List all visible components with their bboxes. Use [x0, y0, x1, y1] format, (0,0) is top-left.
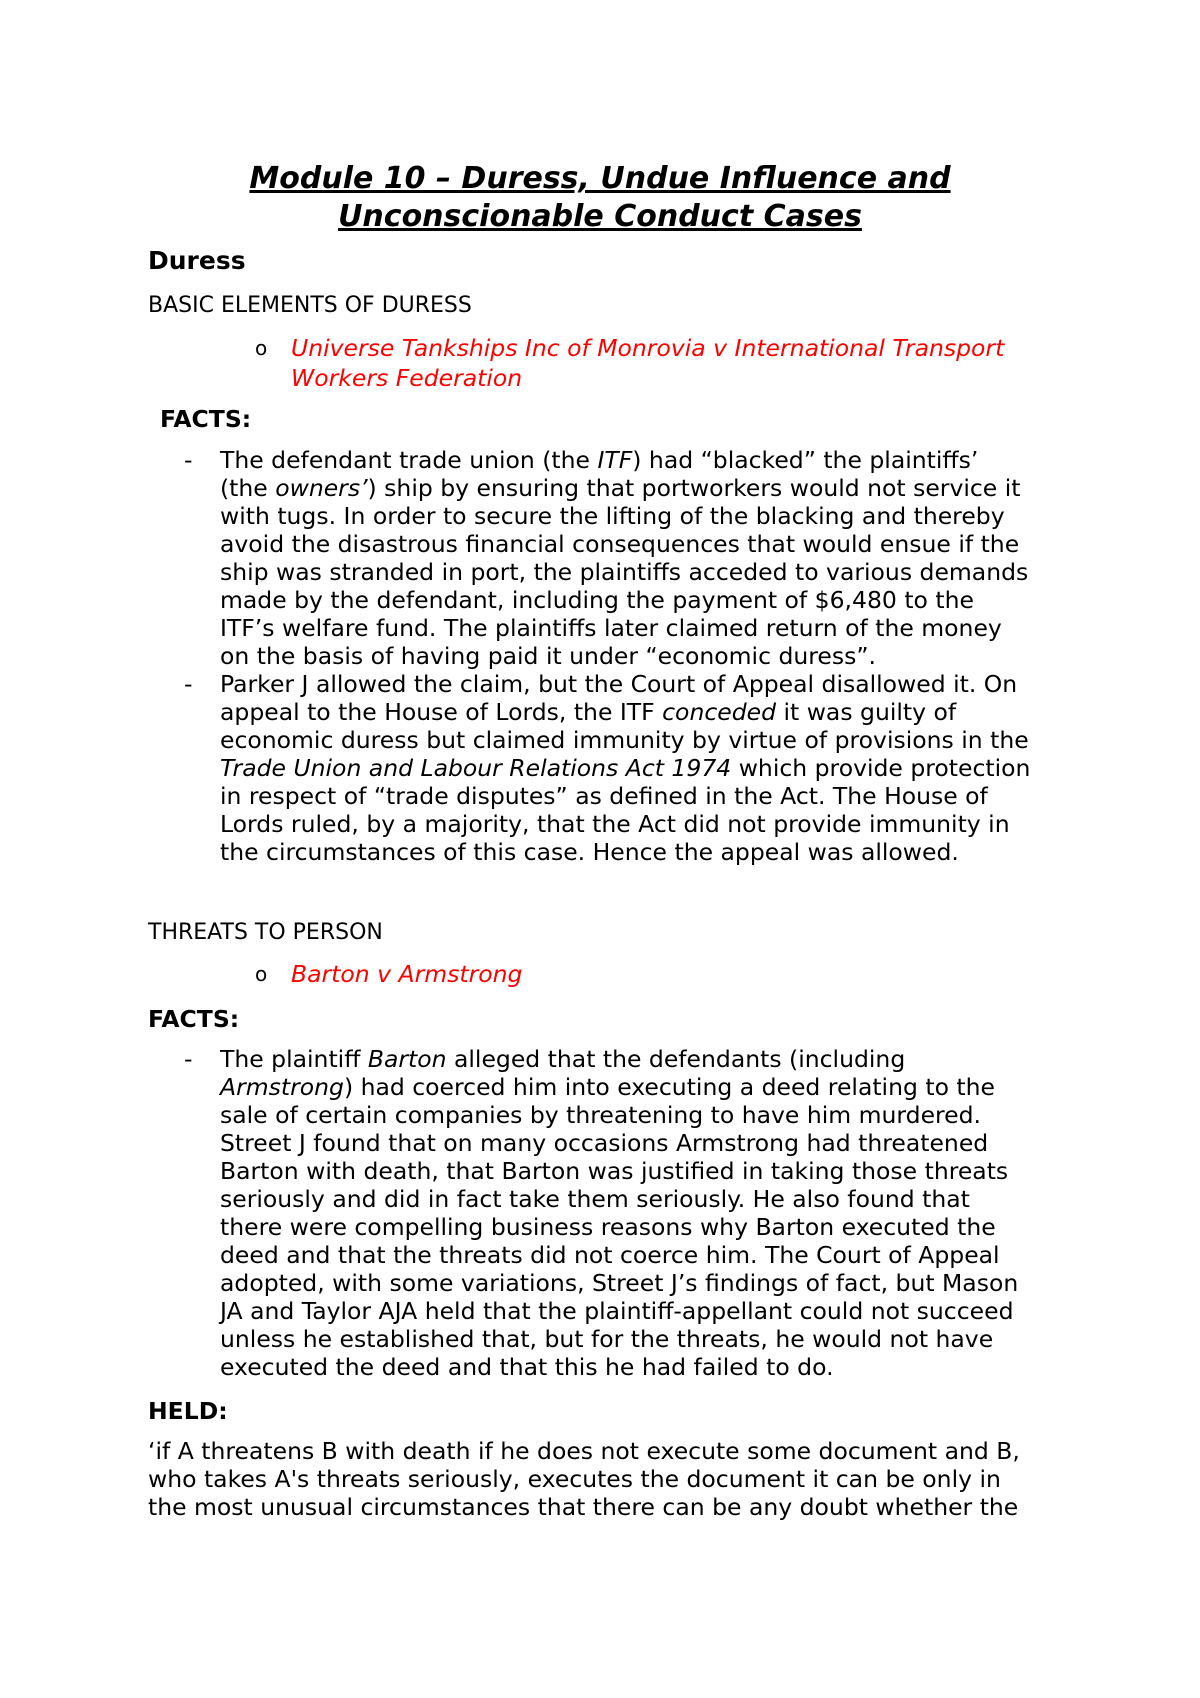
text-line: Armstrong) had coerced him into executing a deed relating to the — [220, 1073, 995, 1101]
facts-label: FACTS: — [148, 1005, 240, 1033]
text-line: The defendant trade union (the ITF) had “blacked” the plaintiffs’ — [220, 446, 979, 474]
text-line: ITF’s welfare fund. The plaintiffs later claimed return of the money — [220, 614, 1002, 642]
section-heading-duress: Duress — [148, 246, 246, 275]
text-line: Lords ruled, by a majority, that the Act did not provide immunity in — [220, 810, 1010, 838]
text-line: Parker J allowed the claim, but the Court of Appeal disallowed it. On — [220, 670, 1018, 698]
text-line: deed and that the threats did not coerce him. The Court of Appeal — [220, 1241, 1000, 1269]
basic-elements-heading: BASIC ELEMENTS OF DURESS — [148, 293, 472, 318]
text-line: sale of certain companies by threatening to have him murdered. — [220, 1101, 982, 1129]
text-line: Trade Union and Labour Relations Act 1974 which provide protection — [220, 754, 1031, 782]
text-line: Barton with death, that Barton was justified in taking those threats — [220, 1157, 1009, 1185]
text-line: JA and Taylor AJA held that the plaintiff-appellant could not succeed — [220, 1297, 1014, 1325]
held-text-line: the most unusual circumstances that there can be any doubt whether the — [148, 1493, 1019, 1521]
facts-label: FACTS: — [160, 405, 252, 433]
text-line: executed the deed and that this he had failed to do. — [220, 1353, 834, 1381]
text-line: economic duress but claimed immunity by virtue of provisions in the — [220, 726, 1029, 754]
text-line: (the owners’) ship by ensuring that portworkers would not service it — [220, 474, 1021, 502]
document-title-line-2: Unconscionable Conduct Cases — [338, 199, 862, 234]
text-line: there were compelling business reasons why Barton executed the — [220, 1213, 996, 1241]
case-name: Barton v Armstrong — [291, 960, 523, 988]
text-line: in respect of “trade disputes” as defined in the Act. The House of — [220, 782, 988, 810]
text-line: ship was stranded in port, the plaintiffs acceded to various demands — [220, 558, 1029, 586]
case-name-line-2: Workers Federation — [291, 364, 523, 392]
document-title-line-1: Module 10 – Duress, Undue Influence and — [249, 161, 951, 196]
case-name-line-1: Universe Tankships Inc of Monrovia v International Transport — [291, 334, 1005, 362]
text-line: appeal to the House of Lords, the ITF conceded it was guilty of — [220, 698, 957, 726]
text-line: Street J found that on many occasions Armstrong had threatened — [220, 1129, 989, 1157]
dash-bullet: - — [184, 670, 193, 698]
threats-heading: THREATS TO PERSON — [148, 920, 383, 945]
text-line: unless he established that, but for the threats, he would not have — [220, 1325, 994, 1353]
text-line: adopted, with some variations, Street J’s findings of fact, but Mason — [220, 1269, 1019, 1297]
bullet-icon: o — [255, 336, 268, 360]
held-label: HELD: — [148, 1397, 228, 1425]
text-line: with tugs. In order to secure the lifting of the blacking and thereby — [220, 502, 1005, 530]
bullet-icon: o — [255, 962, 268, 986]
dash-bullet: - — [184, 446, 193, 474]
text-line: avoid the disastrous financial consequences that would ensue if the — [220, 530, 1020, 558]
text-line: The plaintiff Barton alleged that the defendants (including — [220, 1045, 906, 1073]
held-text-line: who takes A's threats seriously, executes the document it can be only in — [148, 1465, 1001, 1493]
text-line: the circumstances of this case. Hence the appeal was allowed. — [220, 838, 959, 866]
held-text-line: ‘if A threatens B with death if he does not execute some document and B, — [148, 1437, 1020, 1465]
text-line: seriously and did in fact take them seriously. He also found that — [220, 1185, 970, 1213]
text-line: made by the defendant, including the payment of $6,480 to the — [220, 586, 974, 614]
dash-bullet: - — [184, 1045, 193, 1073]
text-line: on the basis of having paid it under “economic duress”. — [220, 642, 877, 670]
